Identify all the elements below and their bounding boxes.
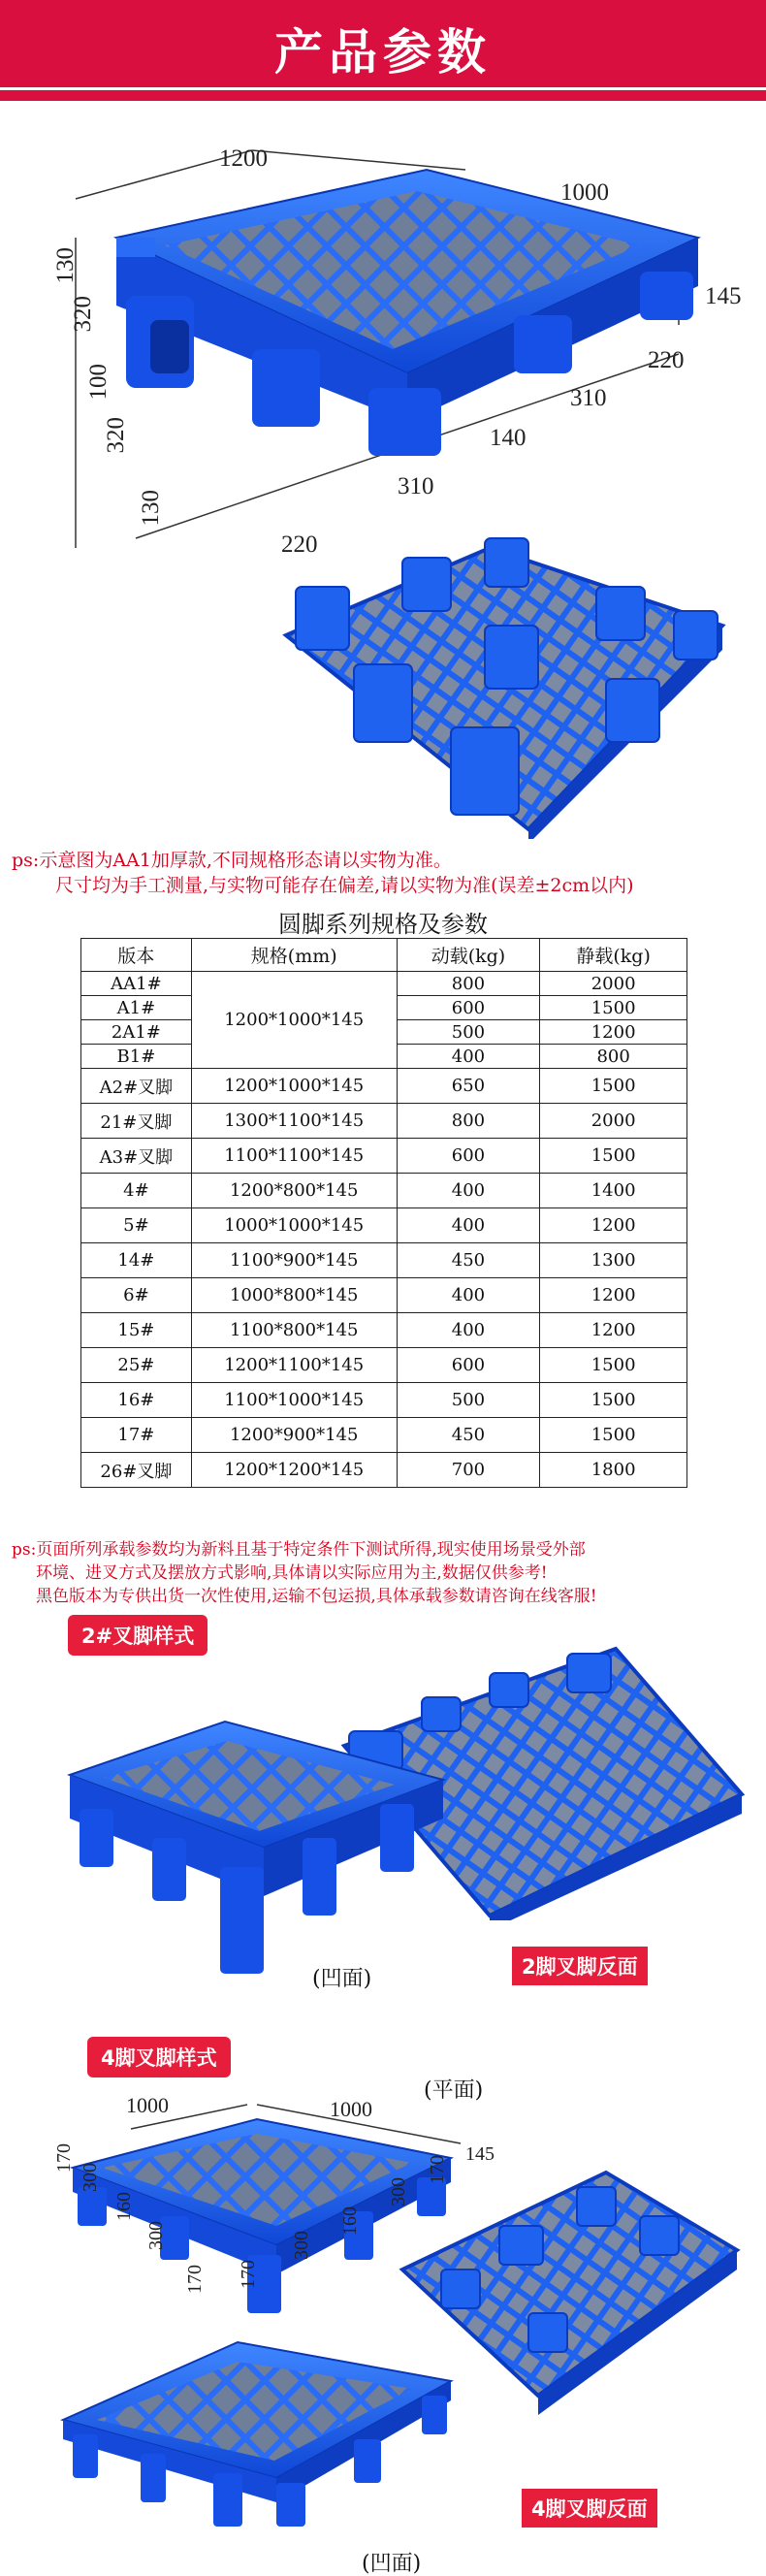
cell-spec: 1200*900*145 [191, 1418, 397, 1453]
cell-model: 2A1# [81, 1020, 192, 1045]
dim-bottom-2: 310 [398, 473, 434, 499]
table-row [81, 1104, 687, 1139]
cell-spec: 1000*1000*145 [191, 1208, 397, 1243]
cell-static: 800 [540, 1045, 687, 1069]
dim-bottom-3: 140 [490, 425, 527, 451]
page-title: 产品参数 [274, 24, 492, 80]
cell-spec-group: 1200*1000*145 [191, 972, 397, 1069]
dim4-right-1: 170 [238, 2260, 259, 2289]
label-concave-2: (凹面) [312, 1967, 372, 1991]
note-ps2-line3: 黑色版本为专供出货一次性使用,运输不包运损,具体承载参数请咨询在线客服! [36, 1587, 597, 1606]
label-flat-4: (平面) [424, 2078, 484, 2103]
table-row [81, 1278, 687, 1313]
cell-static: 1400 [540, 1174, 687, 1208]
table-row [81, 1383, 687, 1418]
cell-static: 1500 [540, 1139, 687, 1174]
table-row [81, 1313, 687, 1348]
cell-static: 1300 [540, 1243, 687, 1278]
dim4-right-5: 170 [427, 2155, 448, 2184]
cell-static: 2000 [540, 1104, 687, 1139]
cell-spec: 1100*900*145 [191, 1243, 397, 1278]
table-row [81, 1348, 687, 1383]
cell-dynamic: 450 [397, 1418, 540, 1453]
dim-length: 1200 [219, 145, 268, 172]
cell-dynamic: 800 [397, 1104, 540, 1139]
cell-model: B1# [81, 1045, 192, 1069]
label-concave-4: (凹面) [362, 2552, 422, 2576]
dim-height: 145 [705, 283, 742, 309]
header-divider [0, 87, 766, 90]
cell-spec: 1200*1100*145 [191, 1348, 397, 1383]
dim-bottom-5: 220 [648, 347, 685, 373]
col-header-static: 静载(kg) [540, 939, 687, 972]
cell-static: 1500 [540, 1069, 687, 1104]
cell-model: 6# [81, 1278, 192, 1313]
dim-width: 1000 [560, 179, 609, 206]
cell-dynamic: 500 [397, 1020, 540, 1045]
table-row [81, 1139, 687, 1174]
cell-dynamic: 400 [397, 1278, 540, 1313]
cell-static: 1500 [540, 1348, 687, 1383]
col-header-model: 版本 [81, 939, 192, 972]
note-ps1-line2: 尺寸均为手工测量,与实物可能存在偏差,请以实物为准(误差±2cm以内) [55, 875, 634, 896]
note-ps2-line2: 环境、进叉方式及摆放方式影响,具体请以实际应用为主,数据仅供参考! [36, 1563, 548, 1583]
pallet-2-concave-photo [60, 1712, 448, 2003]
cell-model: 15# [81, 1313, 192, 1348]
cell-static: 1200 [540, 1278, 687, 1313]
table-row [81, 1243, 687, 1278]
cell-static: 1200 [540, 1313, 687, 1348]
cell-model: A3#叉脚 [81, 1139, 192, 1174]
dim4-left-2: 300 [80, 2163, 101, 2192]
header-banner [0, 0, 766, 101]
dim-left-4: 320 [103, 417, 129, 454]
spec-table-title: 圆脚系列规格及参数 [278, 911, 488, 938]
dim4-height: 145 [465, 2143, 495, 2165]
cell-spec: 1000*800*145 [191, 1278, 397, 1313]
label-2-reverse: 2脚叉脚反面 [512, 1947, 648, 1985]
cell-dynamic: 400 [397, 1208, 540, 1243]
cell-dynamic: 650 [397, 1069, 540, 1104]
cell-static: 2000 [540, 972, 687, 996]
dim4-right-2: 300 [291, 2231, 312, 2260]
cell-static: 1800 [540, 1453, 687, 1488]
dim-left-1: 130 [52, 247, 79, 284]
cell-dynamic: 450 [397, 1243, 540, 1278]
dim-bottom-4: 310 [570, 385, 607, 411]
table-row [81, 1208, 687, 1243]
dim-left-3: 100 [85, 364, 112, 401]
cell-model: 25# [81, 1348, 192, 1383]
cell-dynamic: 500 [397, 1383, 540, 1418]
spec-table [80, 938, 687, 1488]
col-header-spec: 规格(mm) [191, 939, 397, 972]
section-4-label: 4脚叉脚样式 [87, 2037, 231, 2077]
cell-dynamic: 800 [397, 972, 540, 996]
table-row [81, 1069, 687, 1104]
cell-dynamic: 400 [397, 1045, 540, 1069]
dim-left-2: 320 [70, 296, 96, 333]
cell-dynamic: 400 [397, 1174, 540, 1208]
cell-static: 1200 [540, 1020, 687, 1045]
dim4-right-4: 300 [388, 2177, 409, 2206]
cell-spec: 1100*800*145 [191, 1313, 397, 1348]
table-row [81, 1453, 687, 1488]
pallet-bottom-photo [267, 519, 732, 839]
cell-dynamic: 600 [397, 1139, 540, 1174]
cell-dynamic: 600 [397, 1348, 540, 1383]
label-4-reverse: 4脚叉脚反面 [522, 2489, 657, 2528]
table-row [81, 1174, 687, 1208]
cell-model: A2#叉脚 [81, 1069, 192, 1104]
cell-dynamic: 400 [397, 1313, 540, 1348]
cell-model: AA1# [81, 972, 192, 996]
pallet-4-concave-photo [53, 2323, 480, 2536]
cell-spec: 1200*800*145 [191, 1174, 397, 1208]
cell-spec: 1100*1000*145 [191, 1383, 397, 1418]
note-ps1-line1: ps:示意图为AA1加厚款,不同规格形态请以实物为准。 [12, 850, 452, 871]
cell-spec: 1200*1200*145 [191, 1453, 397, 1488]
cell-spec: 1300*1100*145 [191, 1104, 397, 1139]
dim-left-5: 130 [138, 490, 164, 527]
note-ps2-line1: ps:页面所列承载参数均为新料且基于特定条件下测试所得,现实使用场景受外部 [12, 1540, 586, 1560]
dim4-left-1: 170 [53, 2143, 75, 2173]
cell-dynamic: 600 [397, 996, 540, 1020]
cell-model: 21#叉脚 [81, 1104, 192, 1139]
cell-spec: 1200*1000*145 [191, 1069, 397, 1104]
table-row [81, 1418, 687, 1453]
dim4-left-3: 160 [113, 2192, 135, 2221]
dim4-top-left: 1000 [126, 2093, 169, 2117]
dim4-left-4: 300 [145, 2221, 167, 2250]
cell-static: 1500 [540, 1418, 687, 1453]
cell-model: 4# [81, 1174, 192, 1208]
dim4-left-5: 170 [184, 2265, 206, 2294]
dim4-right-3: 160 [339, 2206, 361, 2236]
cell-spec: 1100*1100*145 [191, 1139, 397, 1174]
cell-static: 1500 [540, 1383, 687, 1418]
table-row [81, 972, 687, 996]
cell-static: 1500 [540, 996, 687, 1020]
cell-static: 1200 [540, 1208, 687, 1243]
cell-dynamic: 700 [397, 1453, 540, 1488]
cell-model: 26#叉脚 [81, 1453, 192, 1488]
cell-model: 17# [81, 1418, 192, 1453]
dim-bottom-1: 220 [281, 531, 318, 558]
col-header-dynamic: 动载(kg) [397, 939, 540, 972]
dim4-top-right: 1000 [330, 2097, 372, 2121]
cell-model: 5# [81, 1208, 192, 1243]
section-2-label: 2#叉脚样式 [68, 1615, 207, 1656]
cell-model: A1# [81, 996, 192, 1020]
cell-model: 16# [81, 1383, 192, 1418]
table-header-row [81, 939, 687, 972]
cell-model: 14# [81, 1243, 192, 1278]
